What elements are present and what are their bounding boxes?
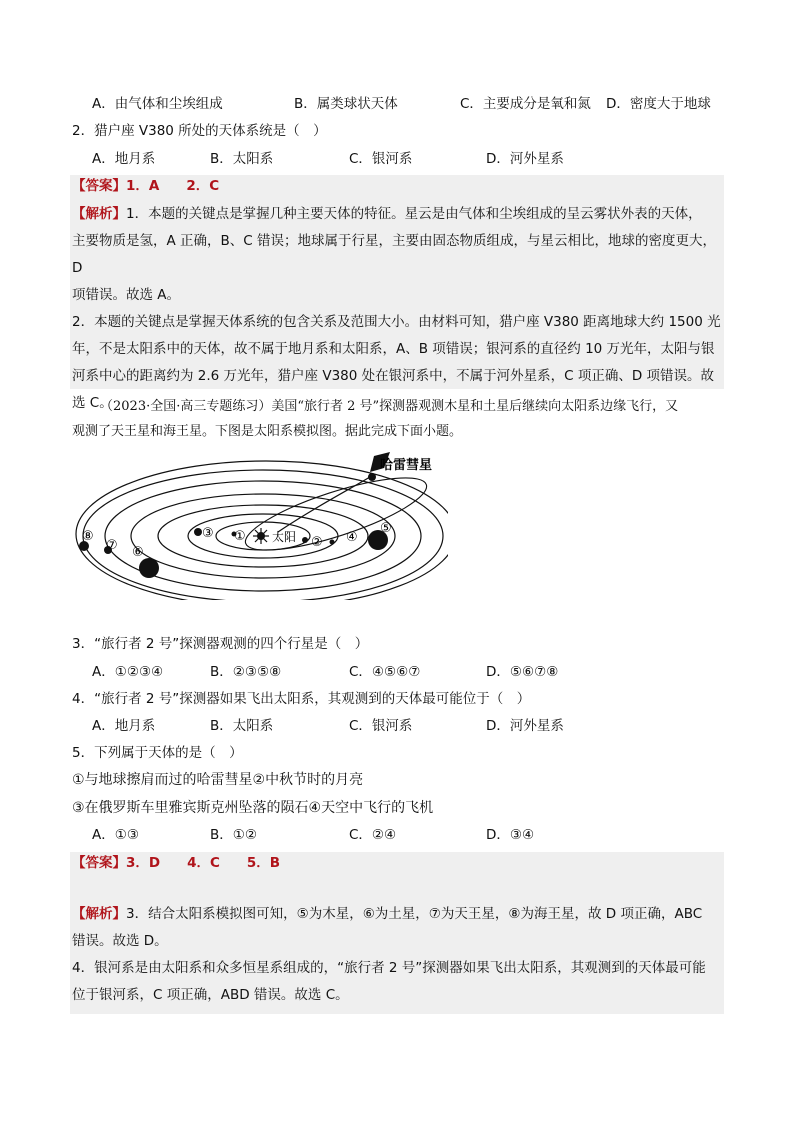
intro-line-1: （2023·全国·高三专题练习）美国“旅行者 2 号”探测器观测木星和土星后继续向太阳系边缘飞行，又 [100, 399, 679, 414]
q1-option-c: C．主要成分是氧和氮 [460, 96, 591, 112]
planet-label-1: ① [234, 529, 246, 544]
comet-label: 哈雷彗星 [380, 458, 433, 473]
q5-items-line2: ③在俄罗斯车里雅宾斯克州坠落的陨石④天空中飞行的飞机 [72, 800, 434, 816]
analysis-2-p1-line2: 错误。故选 D。 [72, 933, 168, 949]
analysis-1-p1-line1: 1．本题的关键点是掌握几种主要天体的特征。星云是由气体和尘埃组成的呈云雾状外表的天体， [126, 206, 702, 222]
analysis-2-p1-line1: 3．结合太阳系模拟图可知，⑤为木星，⑥为土星，⑦为天王星，⑧为海王星，故 D 项正确，ABC [126, 906, 703, 922]
analysis-1-p2-line1: 2．本题的关键点是掌握天体系统的包含关系及范围大小。由材料可知，猎户座 V380 距离地球大约 1500 光 [72, 314, 721, 330]
analysis-2-p2-line1: 4．银河系是由太阳系和众多恒星系组成的，“旅行者 2 号”探测器如果飞出太阳系，其观测到的天体最可能 [72, 960, 706, 976]
q3-option-d: D．⑤⑥⑦⑧ [486, 664, 559, 680]
answer-line-2 [72, 853, 280, 873]
q1-option-a: A．由气体和尘埃组成 [92, 96, 223, 112]
planet-label-6: ⑥ [132, 545, 144, 560]
planet-3-dot [194, 528, 202, 536]
answer-2-text: 3．D 4．C 5．B [126, 855, 281, 871]
q3-option-c: C．④⑤⑥⑦ [349, 664, 421, 680]
analysis-1-p2-line4: 选 C。 [72, 395, 113, 411]
q2-stem: 2．猎户座 V380 所处的天体系统是（ ） [72, 123, 327, 139]
answer-label: 【答案】 [72, 178, 126, 194]
answer-line-1 [72, 176, 219, 196]
analysis-1-p1-line2: 主要物质是氢，A 正确，B、C 错误；地球属于行星，主要由固态物质组成，与星云相比，地球的密度更大，D [72, 233, 717, 276]
analysis-label: 【解析】 [72, 206, 126, 222]
planet-label-8: ⑧ [82, 529, 94, 544]
intro-line-2: 观测了天王星和海王星。下图是太阳系模拟图。据此完成下面小题。 [72, 424, 463, 439]
q4-option-c: C．银河系 [349, 718, 413, 734]
q3-option-b: B．②③⑤⑧ [210, 664, 282, 680]
sun-label: 太阳 [272, 530, 297, 544]
planet-4-dot [330, 540, 335, 545]
analysis-2-p2-line2: 位于银河系，C 项正确，ABD 错误。故选 C。 [72, 987, 349, 1003]
planet-label-4: ④ [346, 530, 358, 545]
analysis-1-p2-line2: 年，不是太阳系中的天体，故不属于地月系和太阳系，A、B 项错误；银河系的直径约 10 万光年，太阳与银 [72, 341, 715, 357]
q4-option-b: B．太阳系 [210, 718, 274, 734]
q4-option-a: A．地月系 [92, 718, 156, 734]
sun-icon [253, 528, 269, 544]
q5-option-a: A．①③ [92, 827, 139, 843]
planet-label-7: ⑦ [106, 538, 118, 553]
q1-option-d: D．密度大于地球 [606, 96, 711, 112]
analysis-2 [72, 901, 722, 1009]
answer-block-2 [70, 852, 724, 1014]
planet-6-dot [139, 558, 159, 578]
comet-nucleus [368, 473, 376, 481]
q2-option-d: D．河外星系 [486, 151, 564, 167]
planet-label-3: ③ [202, 526, 214, 541]
q5-option-d: D．③④ [486, 827, 535, 843]
q5-option-c: C．②④ [349, 827, 397, 843]
planet-label-5: ⑤ [380, 521, 392, 536]
q5-stem: 5．下列属于天体的是（ ） [72, 745, 243, 761]
q4-option-d: D．河外星系 [486, 718, 564, 734]
q2-option-c: C．银河系 [349, 151, 413, 167]
analysis-1-p2-line3: 河系中心的距离约为 2.6 万光年，猎户座 V380 处在银河系中，不属于河外星系，C 项正确、D 项错误。故 [72, 368, 715, 384]
q5-option-b: B．①② [210, 827, 257, 843]
solar-system-figure [68, 450, 448, 600]
answer-text: 1．A 2．C [126, 178, 220, 194]
analysis-2-label: 【解析】 [72, 906, 126, 922]
q4-stem: 4．“旅行者 2 号”探测器如果飞出太阳系，其观测到的天体最可能位于（ ） [72, 691, 531, 707]
q3-option-a: A．①②③④ [92, 664, 164, 680]
q2-option-a: A．地月系 [92, 151, 156, 167]
answer-2-label: 【答案】 [72, 855, 126, 871]
q5-items-line1: ①与地球擦肩而过的哈雷彗星②中秋节时的月亮 [72, 772, 364, 788]
planet-2-dot [302, 537, 308, 543]
analysis-1-p1-line3: 项错误。故选 A。 [72, 287, 181, 303]
q1-option-b: B．属类球状天体 [294, 96, 398, 112]
analysis-1 [72, 201, 722, 417]
q2-option-b: B．太阳系 [210, 151, 274, 167]
planet-label-2: ② [311, 535, 323, 550]
q3-stem: 3．“旅行者 2 号”探测器观测的四个行星是（ ） [72, 636, 369, 652]
